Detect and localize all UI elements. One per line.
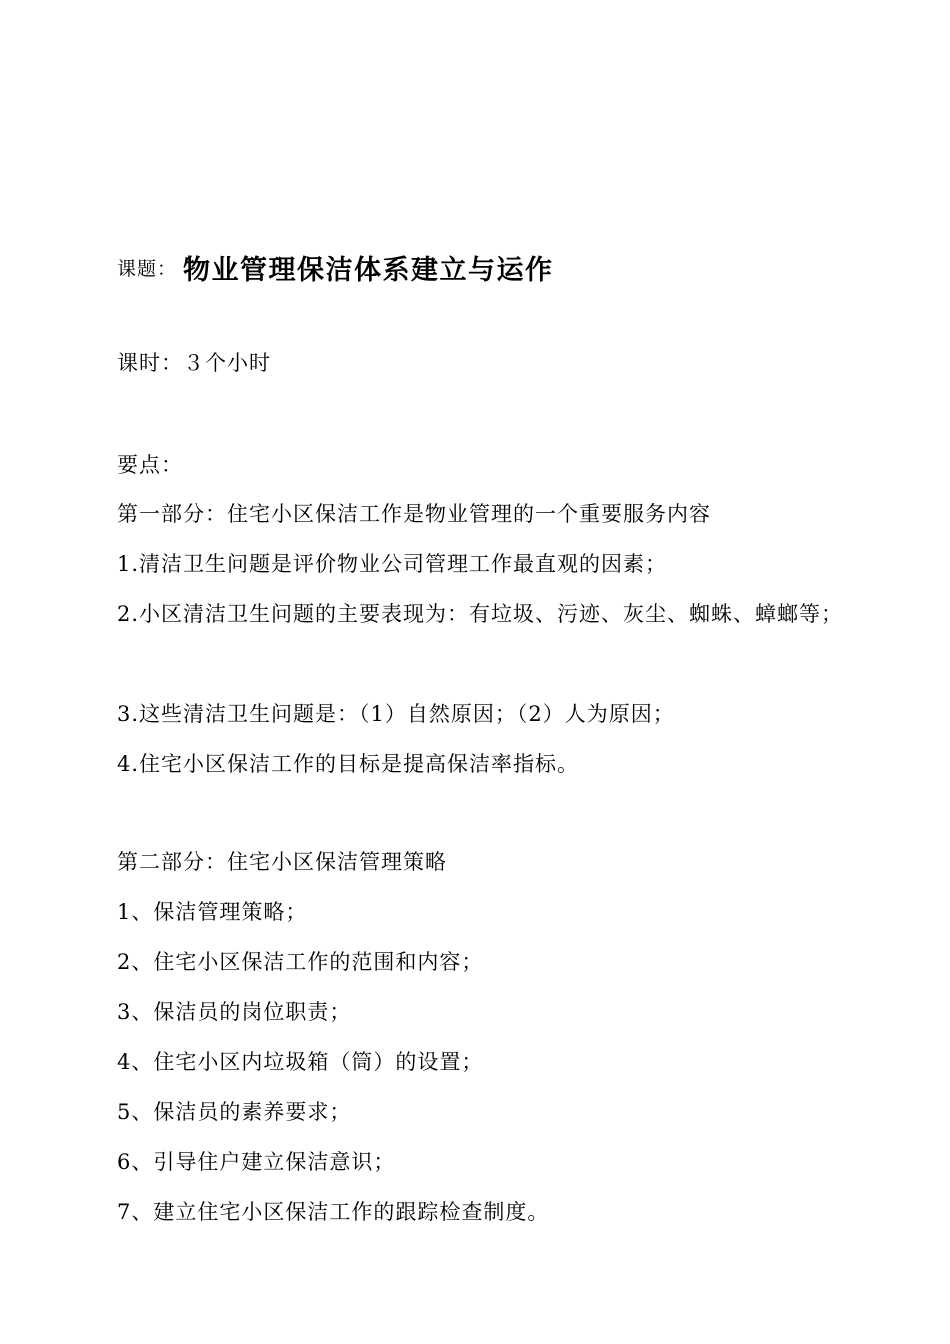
part1-item: 1.清洁卫生问题是评价物业公司管理工作最直观的因素；: [117, 552, 668, 576]
part2-item: 3、保洁员的岗位职责；: [117, 1000, 352, 1024]
part2-item: 5、保洁员的素养要求；: [117, 1100, 352, 1124]
topic-title: 物业管理保洁体系建立与运作: [183, 254, 554, 286]
part2-item: 1、保洁管理策略；: [117, 900, 308, 924]
part2-item: 4、住宅小区内垃圾箱（筒）的设置；: [117, 1050, 484, 1074]
part1-item: 2.小区清洁卫生问题的主要表现为：有垃圾、污迹、灰尘、蜘蛛、蟑螂等；: [117, 602, 844, 626]
part1-heading: 第一部分：住宅小区保洁工作是物业管理的一个重要服务内容: [117, 502, 711, 526]
topic-label: 课题：: [117, 257, 178, 280]
duration-line: 课时：３个小时: [117, 351, 271, 375]
key-points-label: 要点：: [117, 453, 183, 477]
topic-row: [117, 250, 554, 284]
part2-item: 2、住宅小区保洁工作的范围和内容；: [117, 950, 484, 974]
part1-item: 4.住宅小区保洁工作的目标是提高保洁率指标。: [117, 752, 580, 776]
part2-heading: 第二部分：住宅小区保洁管理策略: [117, 850, 447, 874]
part2-item: 6、引导住户建立保洁意识；: [117, 1150, 396, 1174]
part2-item: 7、建立住宅小区保洁工作的跟踪检查制度。: [117, 1200, 550, 1224]
part1-item: 3.这些清洁卫生问题是：（1）自然原因；（2）人为原因；: [117, 702, 675, 726]
